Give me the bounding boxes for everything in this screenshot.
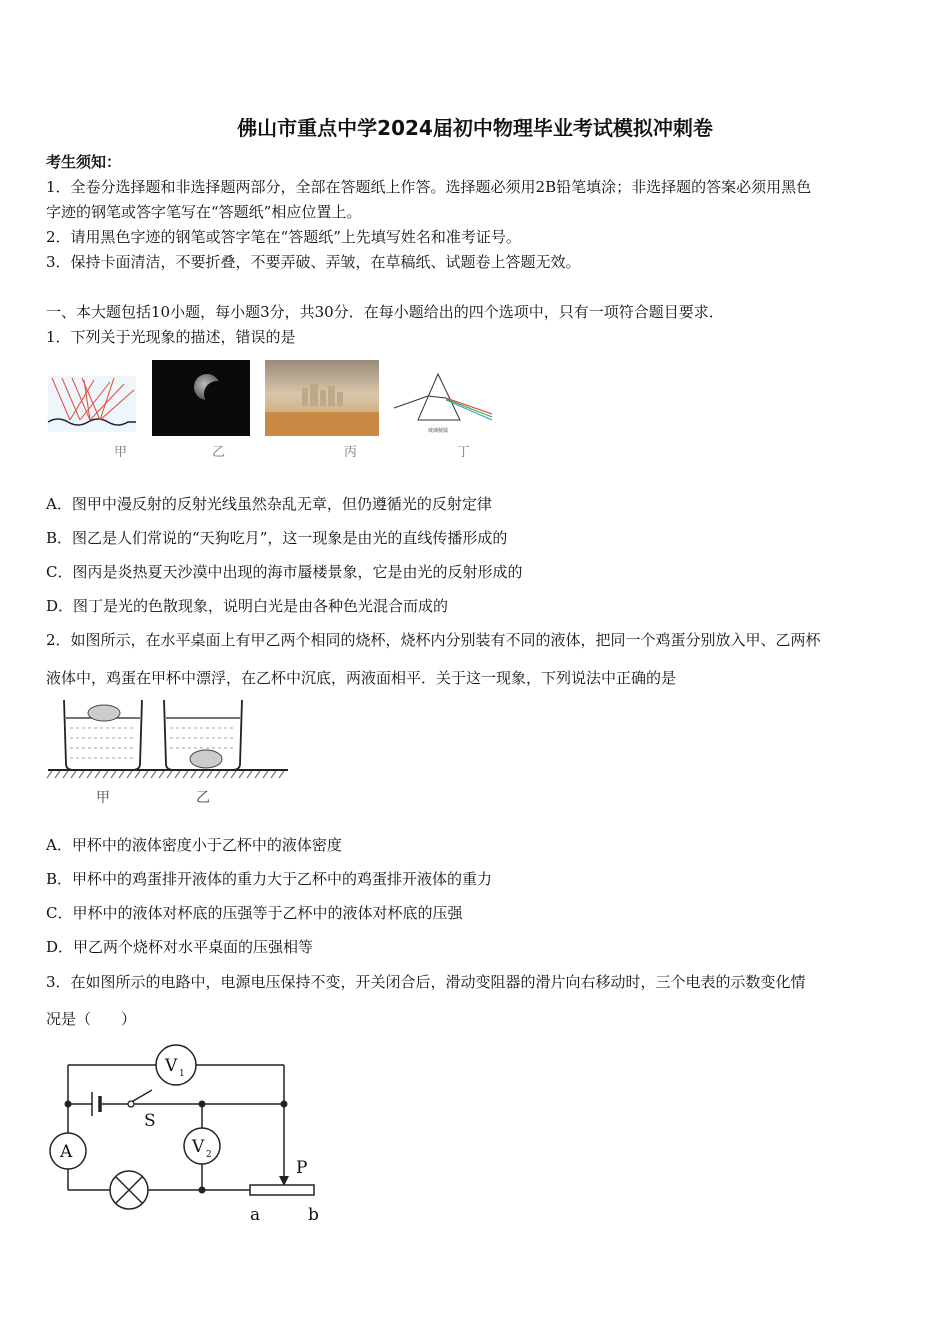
beaker-yi: [164, 700, 242, 770]
page-title: 佛山市重点中学2024届初中物理毕业考试模拟冲刺卷: [237, 116, 713, 140]
lunar-eclipse-figure: [152, 360, 250, 436]
notice-item-3: 3．保持卡面清洁，不要折叠，不要弄破、弄皱，在草稿纸、试题卷上答题无效。: [46, 253, 581, 271]
svg-text:A: A: [60, 1142, 73, 1162]
notice-item-2: 2．请用黑色字迹的钢笔或答字笔在“答题纸”上先填写姓名和准考证号。: [46, 228, 521, 246]
q3-stem-line1: 3．在如图所示的电路中，电源电压保持不变，开关闭合后，滑动变阻器的滑片向右移动时，三个电表的示数变化情: [46, 973, 806, 991]
svg-text:V: V: [165, 1056, 178, 1076]
prism-dispersion-figure: [394, 374, 492, 434]
switch-label: S: [144, 1111, 156, 1131]
q2-option-b: B．甲杯中的鸡蛋排开液体的重力大于乙杯中的鸡蛋排开液体的重力: [46, 870, 493, 888]
q2-option-c: C．甲杯中的液体对杯底的压强等于乙杯中的液体对杯底的压强: [46, 904, 463, 922]
voltmeter-v2: [184, 1128, 220, 1164]
q1-stem: 1．下列关于光现象的描述，错误的是: [46, 328, 296, 346]
svg-text:2: 2: [206, 1150, 212, 1160]
q1-figures: [44, 356, 504, 466]
q1-label-ding: 丁: [457, 445, 471, 460]
q1-option-d: D．图丁是光的色散现象，说明白光是由各种色光混合而成的: [46, 597, 449, 615]
section-heading: 一、本大题包括10小题，每小题3分，共30分．在每小题给出的四个选项中，只有一项符合题目要求．: [46, 303, 724, 321]
mirage-figure: [265, 360, 379, 436]
svg-text:V: V: [192, 1137, 205, 1157]
notice-heading: 考生须知：: [46, 153, 122, 171]
q2-option-d: D．甲乙两个烧杯对水平桌面的压强相等: [46, 938, 314, 956]
switch-pivot: [128, 1101, 134, 1107]
svg-text:1: 1: [179, 1069, 185, 1079]
diffuse-reflection-figure: [48, 376, 136, 432]
lamp: [110, 1171, 148, 1209]
q1-option-c: C．图丙是炎热夏天沙漠中出现的海市蜃楼景象，它是由光的反射形成的: [46, 563, 523, 581]
ammeter: [50, 1133, 86, 1169]
q1-label-jia: 甲: [114, 445, 128, 460]
prism-caption: 玻璃棱镜: [428, 428, 449, 434]
voltmeter-v1: [156, 1045, 196, 1085]
q2-label-jia: 甲: [96, 790, 110, 806]
notice-item-1: 1．全卷分选择题和非选择题两部分，全部在答题纸上作答。选择题必须用2B铅笔填涂；非选择题的答案必须用黑色: [46, 178, 812, 196]
beaker-jia: [64, 700, 142, 770]
rheostat-end-b: b: [308, 1205, 319, 1225]
q2-stem-line2: 液体中，鸡蛋在甲杯中漂浮，在乙杯中沉底，两液面相平．关于这一现象，下列说法中正确的是: [46, 669, 677, 687]
notice-item-1-cont: 字迹的钢笔或答字笔写在“答题纸”相应位置上。: [46, 203, 362, 221]
q2-option-a: A．甲杯中的液体密度小于乙杯中的液体密度: [46, 836, 342, 854]
q1-label-yi: 乙: [212, 445, 226, 460]
q1-option-b: B．图乙是人们常说的“天狗吃月”，这一现象是由光的直线传播形成的: [46, 529, 508, 547]
q1-label-bing: 丙: [344, 445, 358, 460]
q2-beakers-figure: [44, 696, 294, 811]
q3-stem-line2: 况是（ ）: [46, 1010, 137, 1028]
slider-label: P: [296, 1158, 308, 1178]
q1-option-a: A．图甲中漫反射的反射光线虽然杂乱无章，但仍遵循光的反射定律: [46, 495, 492, 513]
q2-stem-line1: 2．如图所示，在水平桌面上有甲乙两个相同的烧杯，烧杯内分别装有不同的液体，把同一个鸡蛋分别放入甲、乙两杯: [46, 631, 821, 649]
q2-label-yi: 乙: [196, 790, 210, 806]
rheostat: [250, 1185, 314, 1195]
rheostat-end-a: a: [250, 1205, 261, 1225]
q3-circuit-diagram: [40, 1040, 340, 1230]
